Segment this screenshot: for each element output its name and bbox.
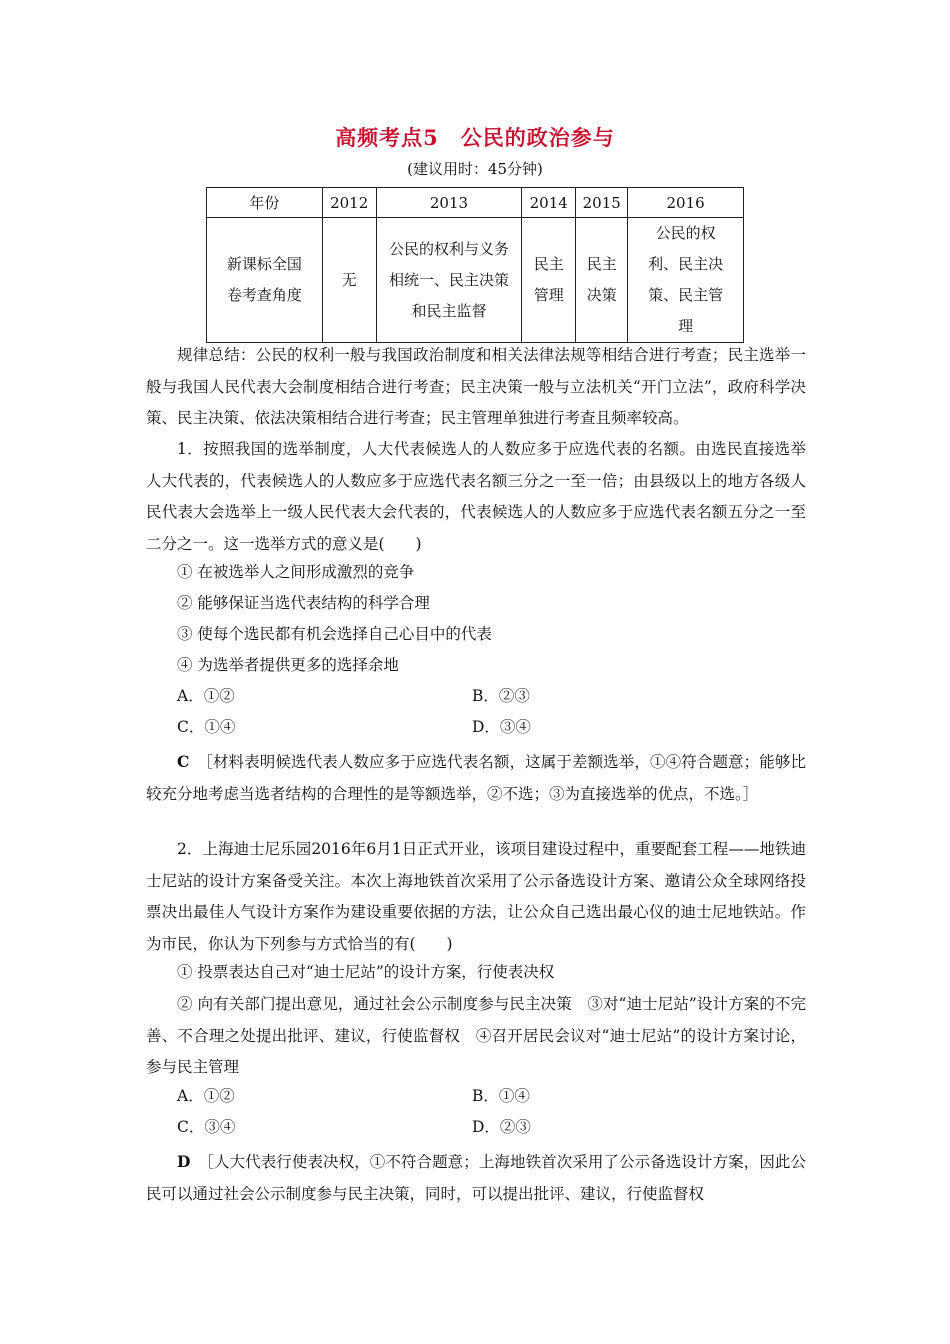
table-header-cell: 2015 (576, 188, 628, 218)
q1-item: ② 能够保证当选代表结构的科学合理 (177, 594, 430, 612)
q1-answer-letter: C (177, 752, 190, 771)
q2-option: C．③④ (177, 1118, 236, 1136)
table-header-cell: 2014 (522, 188, 576, 218)
time-suggestion: (建议用时：45分钟) (407, 160, 543, 178)
q1-explanation: ［材料表明候选代表人数应多于应选代表名额，这属于差额选举，①④符合题意；能够比较充分地考虑当选者结构的合理性的是等额选举，②不选；③为直接选举的优点，不选。］ (146, 753, 806, 803)
q2-option: A．①② (177, 1087, 235, 1105)
q1-item: ③ 使每个选民都有机会选择自己心目中的代表 (177, 625, 492, 643)
table-header-cell: 年份 (207, 188, 323, 218)
table-row (207, 218, 744, 343)
table-cell: 无 (322, 218, 376, 343)
table-cell: 民主决策 (576, 218, 628, 343)
q1-option: A．①② (177, 687, 235, 705)
q2-answer-letter: D (177, 1152, 191, 1171)
question-2-stem: 2．上海迪士尼乐园2016年6月1日正式开业，该项目建设过程中，重要配套工程——地铁迪士尼站的设计方案备受关注。本次上海地铁首次采用了公示备选设计方案、邀请公众全球网络投票决出最佳人气设计方案作为建设重要依据的方法，让公众自己选出最心仪的迪士尼地铁站。作为市民，你认为下列参与方式恰当的有( ) (146, 840, 806, 953)
exam-angle-table (206, 187, 744, 343)
question-1-stem: 1．按照我国的选举制度，人大代表候选人的人数应多于应选代表的名额。由选民直接选举人大代表的，代表候选人的人数应多于应选代表名额三分之一至一倍；由县级以上的地方各级人民代表大会选举上一级人民代表大会代表的，代表候选人的人数应多于应选代表名额五分之一至二分之一。这一选举方式的意义是( ) (146, 440, 806, 553)
q2-option: D．②③ (472, 1118, 531, 1136)
q2-item: ① 投票表达自己对“迪士尼站”的设计方案，行使表决权 (177, 963, 555, 981)
q2-explanation: ［人大代表行使表决权，①不符合题意；上海地铁首次采用了公示备选设计方案，因此公民可以通过社会公示制度参与民主决策，同时，可以提出批评、建议，行使监督权 (146, 1153, 806, 1203)
table-header-cell: 2012 (322, 188, 376, 218)
q2-answer (146, 1146, 806, 1210)
table-row-label: 新课标全国卷考查角度 (207, 218, 323, 343)
page-title: 高频考点5 公民的政治参与 (335, 125, 615, 150)
q2-option: B．①④ (472, 1087, 530, 1105)
table-header-cell: 2013 (376, 188, 522, 218)
q2-items-paragraph: ② 向有关部门提出意见，通过社会公示制度参与民主决策 ③对“迪士尼站”设计方案的不完善、不合理之处提出批评、建议，行使监督权 ④召开居民会议对“迪士尼站”的设计方案讨论，参与民主管理 (146, 995, 806, 1076)
q1-item: ① 在被选举人之间形成激烈的竞争 (177, 563, 415, 581)
q1-answer (146, 746, 806, 810)
q1-option: D．③④ (472, 718, 531, 736)
table-cell: 民主管理 (522, 218, 576, 343)
q1-option: C．①④ (177, 718, 236, 736)
table-cell: 公民的权利与义务相统一、民主决策和民主监督 (376, 218, 522, 343)
q1-item: ④ 为选举者提供更多的选择余地 (177, 656, 399, 674)
table-cell: 公民的权利、民主决策、民主管理 (628, 218, 744, 343)
table-header-row (207, 188, 744, 218)
table-header-cell: 2016 (628, 188, 744, 218)
q1-option: B．②③ (472, 687, 530, 705)
summary-paragraph: 规律总结：公民的权利一般与我国政治制度和相关法律法规等相结合进行考查；民主选举一般与我国人民代表大会制度相结合进行考查；民主决策一般与立法机关“开门立法”，政府科学决策、民主决策、依法决策相结合进行考查；民主管理单独进行考查且频率较高。 (146, 346, 806, 427)
